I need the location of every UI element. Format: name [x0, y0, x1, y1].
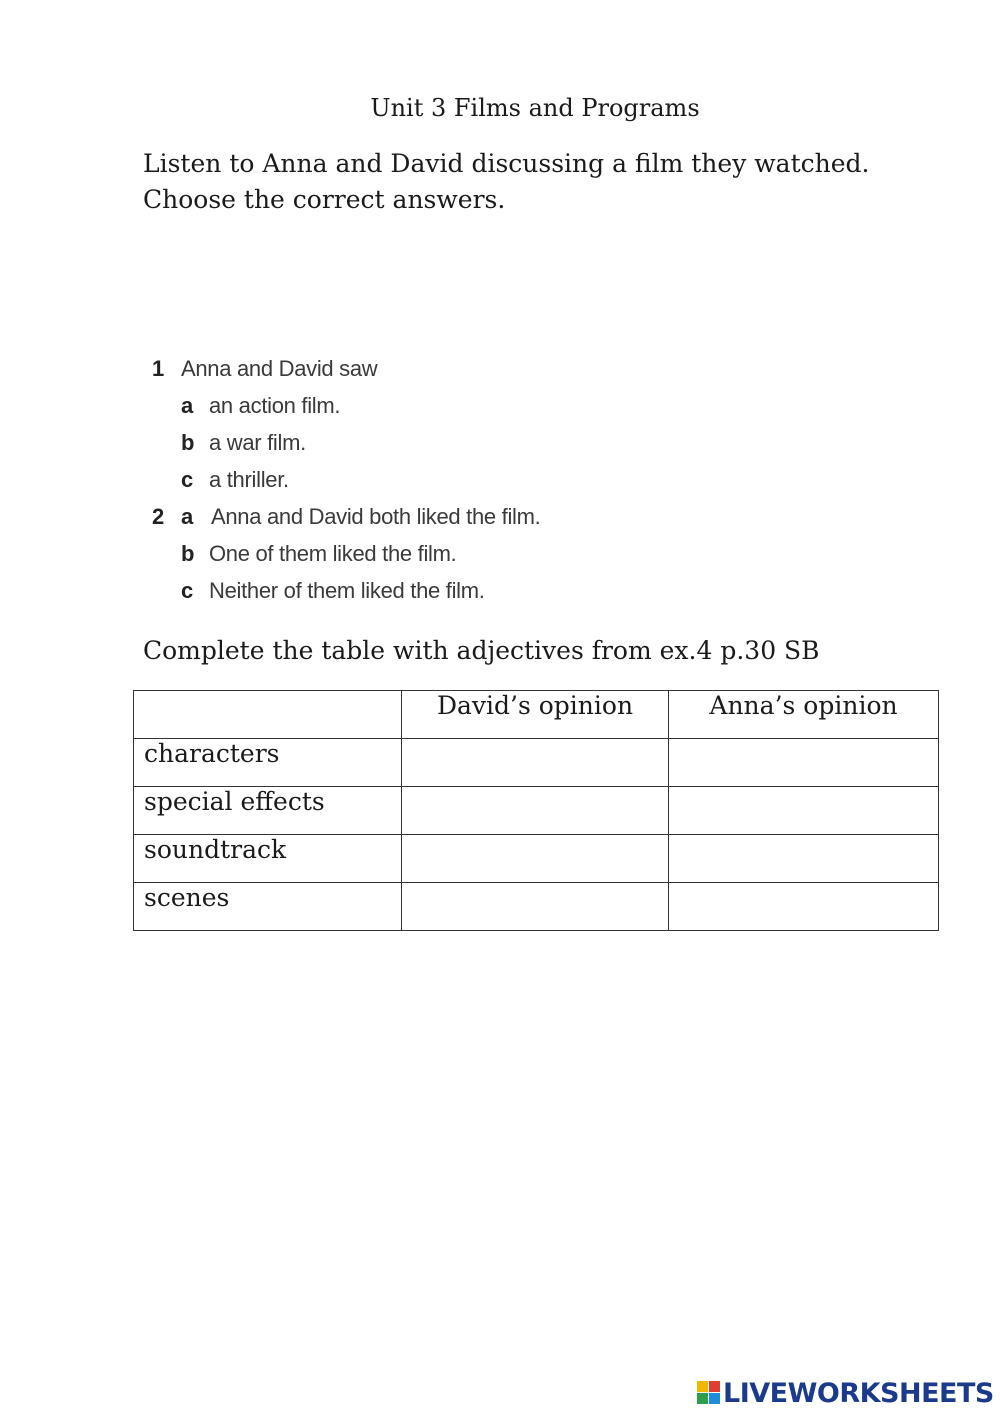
table-row — [134, 835, 939, 883]
option-letter: b — [181, 541, 195, 566]
option-text: a thriller. — [209, 467, 289, 492]
davids-opinion-cell[interactable] — [402, 835, 669, 883]
option-letter: b — [181, 430, 195, 455]
liveworksheets-logo-icon — [697, 1381, 721, 1405]
question-2-option-b[interactable] — [0, 541, 1000, 571]
question-2-option-a[interactable] — [0, 504, 1000, 534]
instructions-line-2: Choose the correct answers. — [143, 185, 506, 214]
question-2-option-c[interactable] — [0, 578, 1000, 608]
question-1-stem — [0, 356, 1000, 386]
table-instruction: Complete the table with adjectives from ex.4 p.30 SB — [143, 636, 820, 665]
header-annas-opinion: Anna’s opinion — [669, 691, 939, 739]
instructions-line-1: Listen to Anna and David discussing a film they watched. — [143, 149, 870, 178]
option-letter: c — [181, 578, 193, 603]
annas-opinion-cell[interactable] — [669, 883, 939, 931]
row-label: scenes — [134, 883, 402, 931]
annas-opinion-cell[interactable] — [669, 835, 939, 883]
davids-opinion-cell[interactable] — [402, 739, 669, 787]
option-letter: c — [181, 467, 193, 492]
option-text: Anna and David both liked the film. — [211, 504, 541, 529]
row-label: special effects — [134, 787, 402, 835]
question-1-option-c[interactable] — [0, 467, 1000, 497]
davids-opinion-cell[interactable] — [402, 883, 669, 931]
question-number: 2 — [152, 504, 164, 529]
liveworksheets-logo — [697, 1375, 997, 1411]
header-davids-opinion: David’s opinion — [402, 691, 669, 739]
davids-opinion-cell[interactable] — [402, 787, 669, 835]
option-text: a war film. — [209, 430, 306, 455]
page-title: Unit 3 Films and Programs — [370, 94, 700, 122]
annas-opinion-cell[interactable] — [669, 739, 939, 787]
opinion-table — [133, 690, 939, 931]
logo-tile — [697, 1381, 708, 1392]
table-row — [134, 787, 939, 835]
row-label: characters — [134, 739, 402, 787]
question-1-option-a[interactable] — [0, 393, 1000, 423]
option-text: an action film. — [209, 393, 341, 418]
question-text: Anna and David saw — [181, 356, 378, 381]
listening-instructions — [143, 146, 963, 218]
row-label: soundtrack — [134, 835, 402, 883]
logo-tile — [709, 1393, 720, 1404]
option-letter: a — [181, 393, 193, 418]
header-cell-empty — [134, 691, 402, 739]
option-letter: a — [181, 504, 193, 529]
option-text: Neither of them liked the film. — [209, 578, 485, 603]
table-row — [134, 739, 939, 787]
annas-opinion-cell[interactable] — [669, 787, 939, 835]
logo-tile — [709, 1381, 720, 1392]
option-text: One of them liked the film. — [209, 541, 457, 566]
table-header-row — [134, 691, 939, 739]
table-row — [134, 883, 939, 931]
question-number: 1 — [152, 356, 164, 381]
logo-tile — [697, 1393, 708, 1404]
liveworksheets-wordmark: LIVEWORKSHEETS — [723, 1377, 994, 1409]
question-1-option-b[interactable] — [0, 430, 1000, 460]
